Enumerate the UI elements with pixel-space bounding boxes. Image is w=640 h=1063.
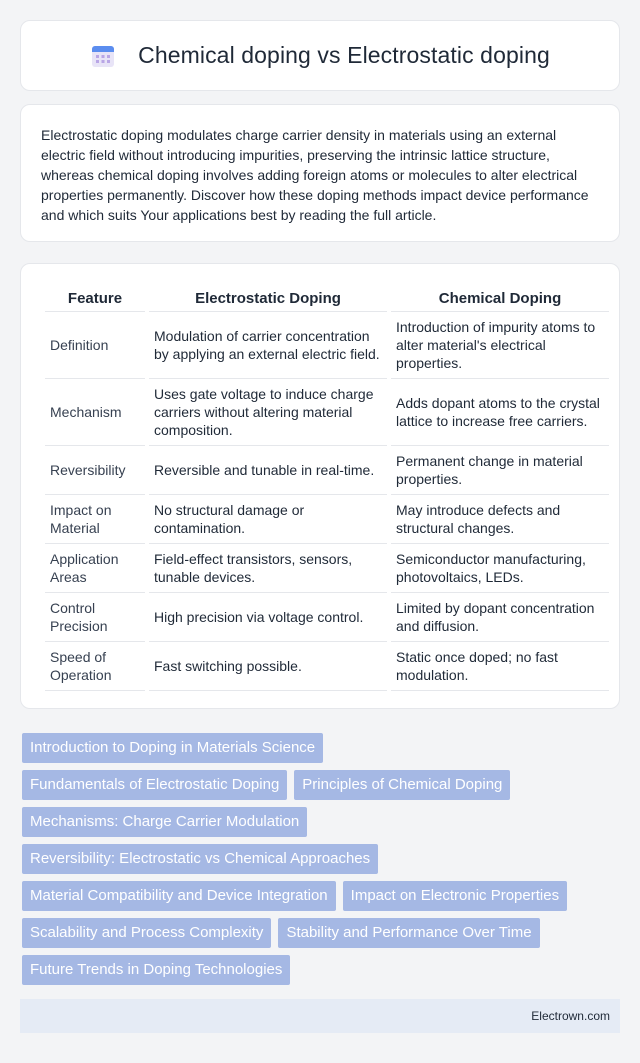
table-row [45, 446, 609, 495]
feature-cell: Speed of Operation [45, 642, 145, 691]
electrostatic-cell: No structural damage or contamination. [149, 495, 387, 544]
electrostatic-cell: Field-effect transistors, sensors, tunable devices. [149, 544, 387, 593]
footer [20, 999, 620, 1033]
tag-row [22, 733, 620, 763]
tag-row [22, 881, 620, 911]
table-row [45, 379, 609, 446]
feature-cell: Reversibility [45, 446, 145, 495]
chemical-cell: May introduce defects and structural changes. [391, 495, 609, 544]
electrostatic-cell: Uses gate voltage to induce charge carriers without altering material composition. [149, 379, 387, 446]
footer-site-link[interactable]: Electrown.com [531, 1009, 610, 1023]
electrostatic-cell: High precision via voltage control. [149, 593, 387, 642]
table-row [45, 544, 609, 593]
title-card [20, 20, 620, 91]
intro-card [20, 104, 620, 242]
topic-tag[interactable]: Material Compatibility and Device Integration [22, 881, 336, 911]
electrostatic-cell: Fast switching possible. [149, 642, 387, 691]
chemical-cell: Permanent change in material properties. [391, 446, 609, 495]
tag-row [22, 918, 620, 948]
calendar-icon [90, 43, 116, 69]
feature-cell: Application Areas [45, 544, 145, 593]
electrostatic-cell: Reversible and tunable in real-time. [149, 446, 387, 495]
chemical-cell: Static once doped; no fast modulation. [391, 642, 609, 691]
chemical-cell: Limited by dopant concentration and diffusion. [391, 593, 609, 642]
page-title: Chemical doping vs Electrostatic doping [138, 42, 550, 68]
feature-cell: Control Precision [45, 593, 145, 642]
feature-cell: Mechanism [45, 379, 145, 446]
table-row [45, 495, 609, 544]
header-feature: Feature [45, 282, 145, 312]
tag-row [22, 770, 620, 800]
table-row [45, 593, 609, 642]
table-row [45, 312, 609, 379]
feature-cell: Definition [45, 312, 145, 379]
electrostatic-cell: Modulation of carrier concentration by applying an external electric field. [149, 312, 387, 379]
topic-tag[interactable]: Stability and Performance Over Time [278, 918, 539, 948]
topic-tag[interactable]: Principles of Chemical Doping [294, 770, 510, 800]
chemical-cell: Semiconductor manufacturing, photovoltaics, LEDs. [391, 544, 609, 593]
tag-row [22, 844, 620, 874]
intro-text: Electrostatic doping modulates charge carrier density in materials using an external electric field without introducing impurities, preserving the intrinsic lattice structure, whereas chemical doping involves adding foreign atoms or molecules to alter electrical properties permanently. Discover how these doping methods impact device performance and which suits Your applications best by reading the full article. [41, 127, 589, 223]
topic-tag[interactable]: Mechanisms: Charge Carrier Modulation [22, 807, 307, 837]
chemical-cell: Adds dopant atoms to the crystal lattice to increase free carriers. [391, 379, 609, 446]
topic-tag[interactable]: Scalability and Process Complexity [22, 918, 271, 948]
topic-tag[interactable]: Introduction to Doping in Materials Science [22, 733, 323, 763]
topic-tag[interactable]: Impact on Electronic Properties [343, 881, 567, 911]
table-header-row [45, 282, 609, 312]
tag-row [22, 955, 620, 985]
chemical-cell: Introduction of impurity atoms to alter material's electrical properties. [391, 312, 609, 379]
tag-row [22, 807, 620, 837]
topic-tag[interactable]: Future Trends in Doping Technologies [22, 955, 290, 985]
comparison-table-card [20, 263, 620, 709]
feature-cell: Impact on Material [45, 495, 145, 544]
header-chemical: Chemical Doping [391, 282, 609, 312]
topic-tag[interactable]: Reversibility: Electrostatic vs Chemical Approaches [22, 844, 378, 874]
related-topics [22, 733, 620, 992]
header-electrostatic: Electrostatic Doping [149, 282, 387, 312]
comparison-table [41, 282, 613, 691]
topic-tag[interactable]: Fundamentals of Electrostatic Doping [22, 770, 287, 800]
table-row [45, 642, 609, 691]
